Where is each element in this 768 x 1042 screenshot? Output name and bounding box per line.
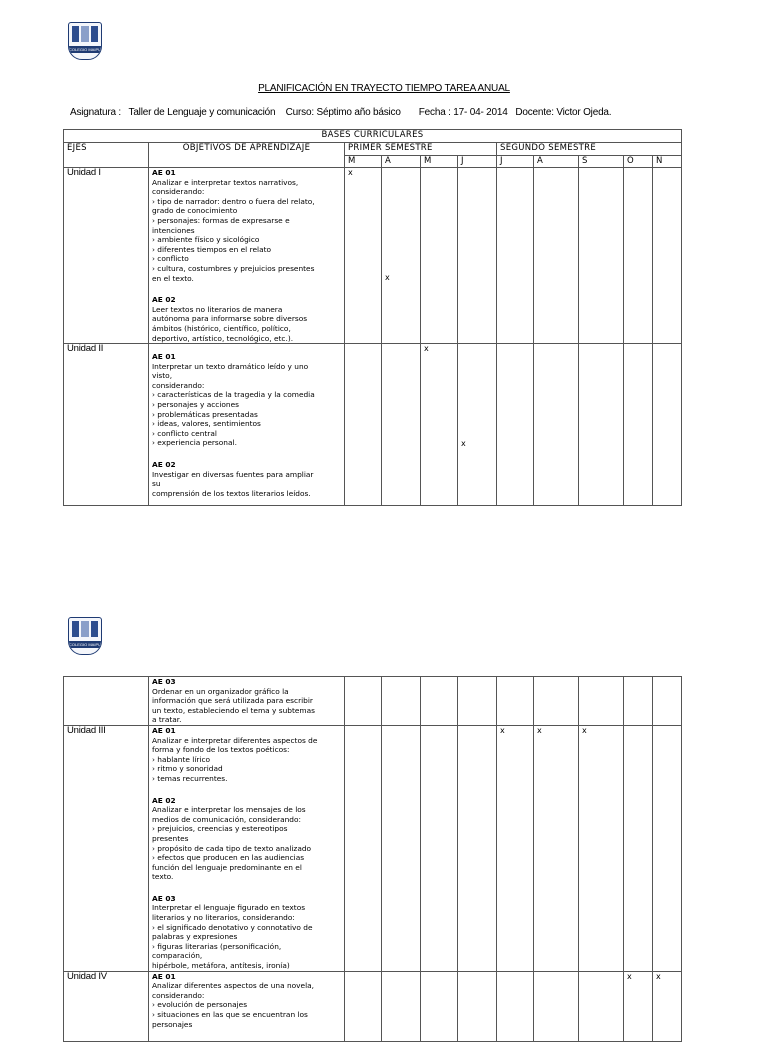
month-header: J — [497, 156, 534, 168]
planning-table-page1 — [63, 129, 682, 506]
month-cell-marked: x — [421, 344, 458, 506]
objectives-cell — [149, 971, 345, 1041]
month-cell-marked: x — [579, 725, 624, 971]
objective-line: › ritmo y sonoridad — [152, 764, 223, 774]
objective-line: › características de la tragedia y la comedia — [152, 390, 315, 400]
objective-line: Analizar e interpretar textos narrativos, — [152, 177, 299, 187]
objectives-cell — [149, 344, 345, 506]
objective-line: Ordenar en un organizador gráfico la — [152, 686, 289, 696]
objective-line: presentes — [152, 833, 189, 843]
objective-line: › problemáticas presentadas — [152, 409, 258, 419]
planning-table-page2 — [63, 676, 682, 1042]
objective-line: › prejuicios, creencias y estereotipos — [152, 824, 288, 834]
objective-line: considerando: — [152, 990, 205, 1000]
ae-text — [152, 687, 341, 725]
ae-label: AE 02 — [152, 795, 176, 805]
objective-line: palabras y expresiones — [152, 932, 238, 942]
objective-line: › situaciones en las que se encuentran los — [152, 1010, 308, 1019]
table-row — [64, 344, 682, 506]
ae-label: AE 01 — [152, 168, 176, 177]
month-header: A — [534, 156, 579, 168]
ae-text — [152, 903, 341, 970]
document-info-line: Asignatura : Taller de Lenguaje y comunicación Curso: Séptimo año básico Fecha : 17- 04- 2014 Docente: Victor Ojeda. — [70, 107, 612, 118]
table-row — [64, 971, 682, 1041]
objective-line: › cultura, costumbres y prejuicios presentes — [152, 263, 315, 273]
ae-label: AE 01 — [152, 725, 176, 735]
month-cell-marked: x — [653, 971, 682, 1041]
ae-label: AE 01 — [152, 352, 176, 362]
objective-line: hipérbole, metáfora, antítesis, ironía) — [152, 961, 290, 971]
objective-line: texto. — [152, 872, 174, 882]
objective-line: deportivo, artístico, tecnológico, etc.). — [152, 333, 294, 343]
month-header: N — [653, 156, 682, 168]
objective-line: función del lenguaje predominante en el — [152, 862, 302, 872]
table-row — [64, 725, 682, 971]
ae-label: AE 01 — [152, 971, 176, 981]
ae-text — [152, 981, 341, 1029]
school-logo — [68, 617, 102, 655]
month-mark: x — [385, 273, 390, 282]
objective-line: información que será utilizada para escribir — [152, 696, 313, 706]
ae-label: AE 03 — [152, 893, 176, 903]
objective-line: › ideas, valores, sentimientos — [152, 419, 261, 429]
objective-line: personajes — [152, 1019, 193, 1029]
objective-line: ámbitos (histórico, científico, político, — [152, 323, 291, 333]
month-cell-marked — [458, 344, 497, 506]
logo-caption: COLEGIO MAIPU — [69, 47, 102, 52]
objective-line: Interpretar un texto dramático leído y uno — [152, 361, 309, 371]
objective-line: Leer textos no literarios de manera — [152, 304, 283, 314]
objective-line: › personajes y acciones — [152, 400, 240, 410]
objective-line: a tratar. — [152, 715, 182, 725]
month-header: M — [421, 156, 458, 168]
document-title: PLANIFICACIÓN EN TRAYECTO TIEMPO TAREA ANUAL — [258, 83, 510, 94]
segundo-semestre-header: SEGUNDO SEMESTRE — [497, 143, 682, 156]
ae-text — [152, 178, 341, 284]
ae-text — [152, 362, 341, 448]
unit-label: Unidad II — [64, 344, 149, 506]
objective-line: › tipo de narrador: dentro o fuera del relato, — [152, 196, 315, 206]
objective-line: literarios y no literarios, considerando: — [152, 913, 295, 923]
objective-line: considerando: — [152, 187, 205, 197]
month-header: J — [458, 156, 497, 168]
ae-text — [152, 305, 341, 343]
ae-text — [152, 805, 341, 882]
ae-label: AE 02 — [152, 295, 176, 305]
primer-semestre-header: PRIMER SEMESTRE — [345, 143, 497, 156]
unit-label: Unidad I — [64, 168, 149, 344]
objective-line: comprensión de los textos literarios leídos. — [152, 488, 311, 498]
month-cell-marked — [382, 168, 421, 344]
objective-line: en el texto. — [152, 273, 194, 283]
objective-line: grado de conocimiento — [152, 206, 238, 216]
objectives-cell — [149, 725, 345, 971]
objective-line: › ambiente físico y sicológico — [152, 235, 260, 245]
objective-line: comparación, — [152, 951, 203, 961]
objectives-cell — [149, 168, 345, 344]
unit-label: Unidad III — [64, 725, 149, 971]
month-header: O — [624, 156, 653, 168]
objective-line: › hablante lírico — [152, 754, 211, 764]
month-cell-marked: x — [624, 971, 653, 1041]
objective-line: › experiencia personal. — [152, 438, 237, 448]
objective-line: Interpretar el lenguaje figurado en textos — [152, 903, 306, 913]
month-header: A — [382, 156, 421, 168]
objective-line: su — [152, 479, 161, 489]
objective-line: considerando: — [152, 380, 205, 390]
month-header: M — [345, 156, 382, 168]
objective-line: Investigar en diversas fuentes para ampliar — [152, 469, 314, 479]
table-row — [64, 677, 682, 726]
objective-line: › diferentes tiempos en el relato — [152, 244, 272, 254]
objective-line: forma y fondo de los textos poéticos: — [152, 745, 290, 755]
objective-line: › personajes: formas de expresarse e — [152, 215, 290, 225]
objective-line: Analizar e interpretar diferentes aspectos de — [152, 735, 318, 745]
ae-text — [152, 470, 341, 499]
table-row — [64, 168, 682, 344]
objective-line: un texto, estableciendo el tema y subtemas — [152, 705, 315, 715]
objective-line: › figuras literarias (personificación, — [152, 941, 282, 951]
ejes-header: EJES — [64, 143, 149, 168]
objective-line: › temas recurrentes. — [152, 773, 228, 783]
unit-label: Unidad IV — [64, 971, 149, 1041]
objective-line: Analizar e interpretar los mensajes de los — [152, 805, 306, 815]
month-header: S — [579, 156, 624, 168]
objectives-cell — [149, 677, 345, 726]
ae-label: AE 02 — [152, 460, 176, 470]
objective-line: › el significado denotativo y connotativo de — [152, 922, 313, 932]
month-cell-marked: x — [497, 725, 534, 971]
bases-curriculares-header: BASES CURRICULARES — [64, 130, 682, 143]
objective-line: › conflicto central — [152, 428, 217, 438]
objective-line: medios de comunicación, considerando: — [152, 814, 301, 824]
month-cell-marked: x — [345, 168, 382, 344]
objective-line: › efectos que producen en las audiencias — [152, 853, 305, 863]
month-mark: x — [461, 439, 466, 449]
objective-line: › propósito de cada tipo de texto analizado — [152, 843, 312, 853]
logo-caption: COLEGIO MAIPU — [69, 642, 102, 647]
ae-text — [152, 736, 341, 784]
objective-line: › conflicto — [152, 254, 189, 264]
objective-line: › evolución de personajes — [152, 1000, 248, 1010]
objective-line: Analizar diferentes aspectos de una novela, — [152, 981, 315, 991]
school-logo — [68, 22, 102, 60]
objective-line: autónoma para informarse sobre diversos — [152, 314, 308, 324]
month-cell-marked: x — [534, 725, 579, 971]
ae-label: AE 03 — [152, 677, 176, 686]
objetivos-header: OBJETIVOS DE APRENDIZAJE — [149, 143, 345, 168]
objective-line: visto, — [152, 371, 173, 381]
objective-line: intenciones — [152, 225, 195, 235]
